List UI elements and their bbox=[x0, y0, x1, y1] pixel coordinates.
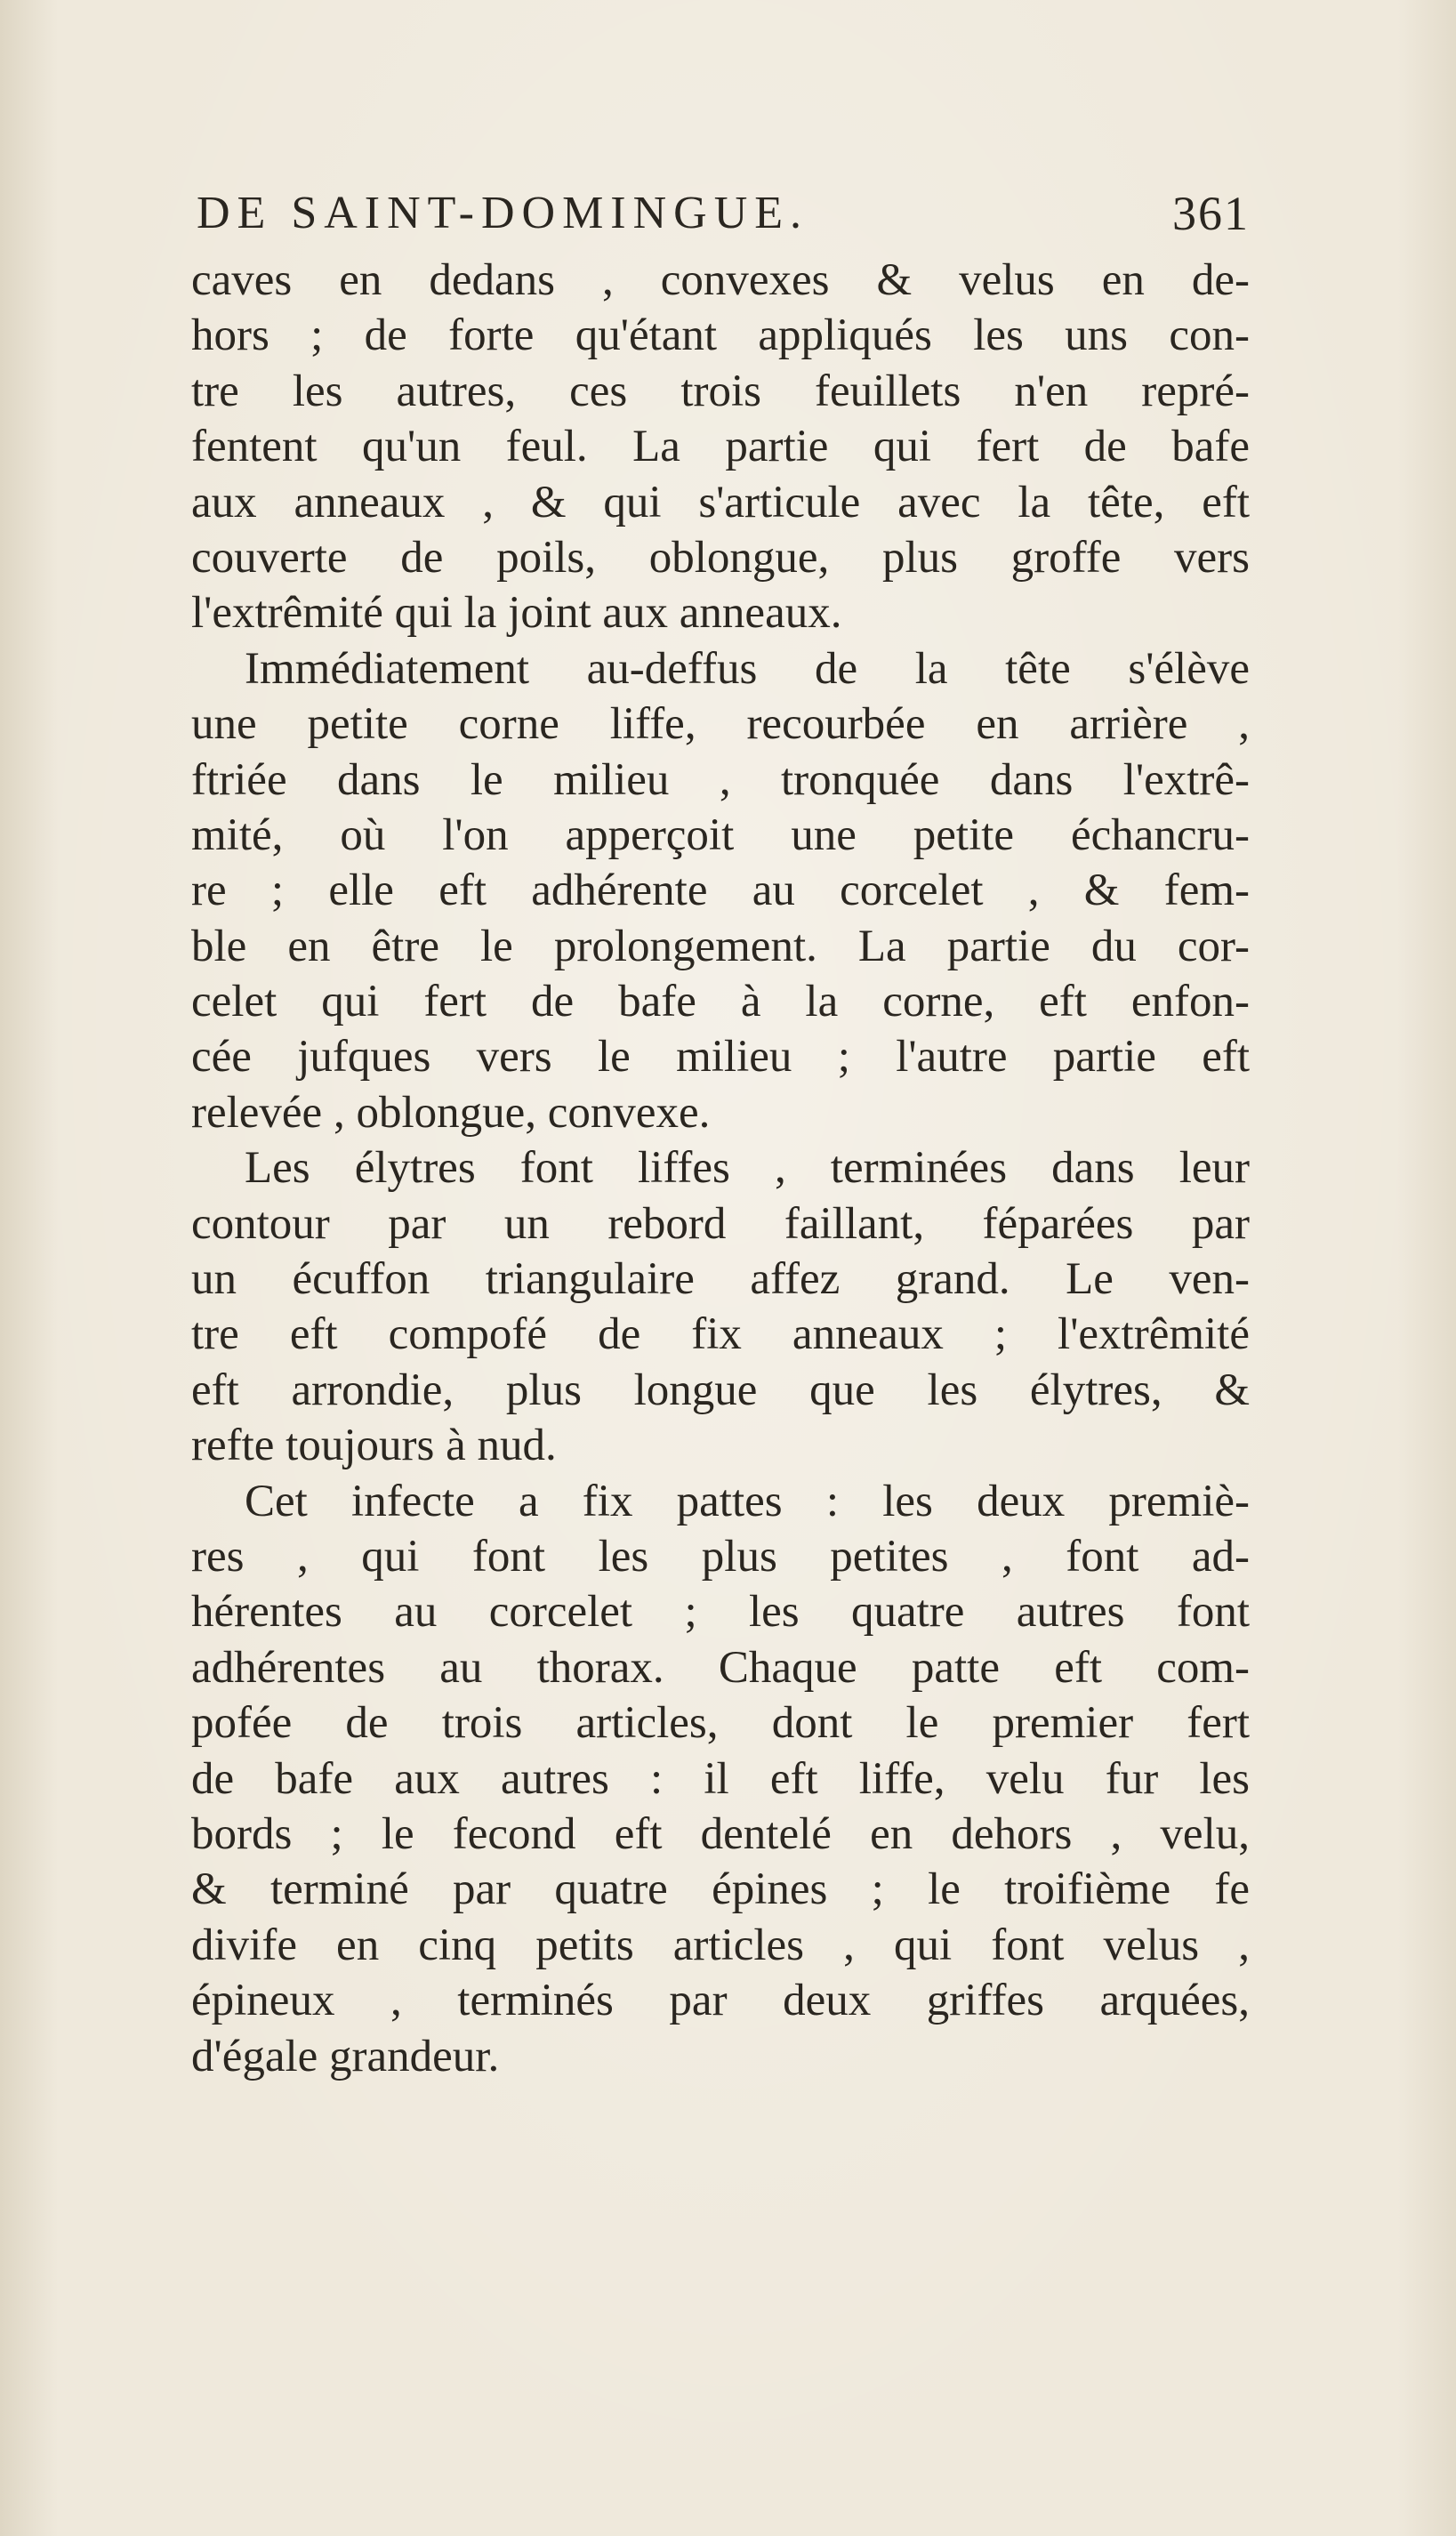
body-text bbox=[191, 253, 1250, 2084]
text-line: cée jufques vers le milieu ; l'autre partie eft bbox=[191, 1032, 1250, 1083]
text-line: de bafe aux autres : il eft liffe, velu fur les bbox=[191, 1753, 1250, 1804]
text-line: hérentes au corcelet ; les quatre autres font bbox=[191, 1587, 1250, 1638]
text-line: tre les autres, ces trois feuillets n'en repré- bbox=[191, 366, 1250, 416]
text-line: refte toujours à nud. bbox=[191, 1421, 557, 1471]
text-line: mité, où l'on apperçoit une petite échancru- bbox=[191, 809, 1250, 860]
page-number: 361 bbox=[1172, 187, 1250, 240]
text-line: bords ; le fecond eft dentelé en dehors , velu, bbox=[191, 1808, 1250, 1859]
text-line: adhérentes au thorax. Chaque patte eft com- bbox=[191, 1642, 1250, 1693]
text-line: divife en cinq petits articles , qui font velus , bbox=[191, 1920, 1250, 1970]
running-title: DE SAINT-DOMINGUE. bbox=[197, 188, 809, 238]
text-line: fentent qu'un feul. La partie qui fert de bafe bbox=[191, 422, 1250, 472]
text-line: d'égale grandeur. bbox=[191, 2031, 500, 2081]
text-line: & terminé par quatre épines ; le troifième fe bbox=[191, 1864, 1250, 1915]
page-header bbox=[191, 182, 1250, 245]
text-line: res , qui font les plus petites , font ad- bbox=[191, 1531, 1250, 1582]
text-line: eft arrondie, plus longue que les élytres, & bbox=[191, 1365, 1250, 1415]
text-line: épineux , terminés par deux griffes arquées, bbox=[191, 1976, 1250, 2026]
text-line: aux anneaux , & qui s'articule avec la tête, eft bbox=[191, 477, 1250, 527]
paragraph-start-line: Les élytres font liffes , terminées dans leur bbox=[245, 1143, 1250, 1194]
text-line: hors ; de forte qu'étant appliqués les uns con- bbox=[191, 310, 1250, 361]
text-line: un écuffon triangulaire affez grand. Le ven- bbox=[191, 1254, 1250, 1305]
text-line: contour par un rebord faillant, féparées par bbox=[191, 1198, 1250, 1249]
text-line: l'extrêmité qui la joint aux anneaux. bbox=[191, 588, 842, 639]
text-line: ftriée dans le milieu , tronquée dans l'extrê- bbox=[191, 754, 1250, 805]
text-line: relevée , oblongue, convexe. bbox=[191, 1087, 711, 1138]
text-line: ble en être le prolongement. La partie du cor- bbox=[191, 921, 1250, 971]
text-line: couverte de poils, oblongue, plus groffe vers bbox=[191, 532, 1250, 583]
paragraph-start-line: Cet infecte a fix pattes : les deux premiè- bbox=[245, 1476, 1250, 1526]
text-line: une petite corne liffe, recourbée en arrière , bbox=[191, 699, 1250, 750]
text-line: tre eft compofé de fix anneaux ; l'extrêmité bbox=[191, 1309, 1250, 1360]
text-line: caves en dedans , convexes & velus en de- bbox=[191, 255, 1250, 305]
paragraph-start-line: Immédiatement au-deffus de la tête s'élève bbox=[245, 643, 1250, 694]
text-line: re ; elle eft adhérente au corcelet , & fem- bbox=[191, 865, 1250, 916]
text-line: pofée de trois articles, dont le premier fert bbox=[191, 1698, 1250, 1749]
text-line: celet qui fert de bafe à la corne, eft enfon- bbox=[191, 977, 1250, 1027]
